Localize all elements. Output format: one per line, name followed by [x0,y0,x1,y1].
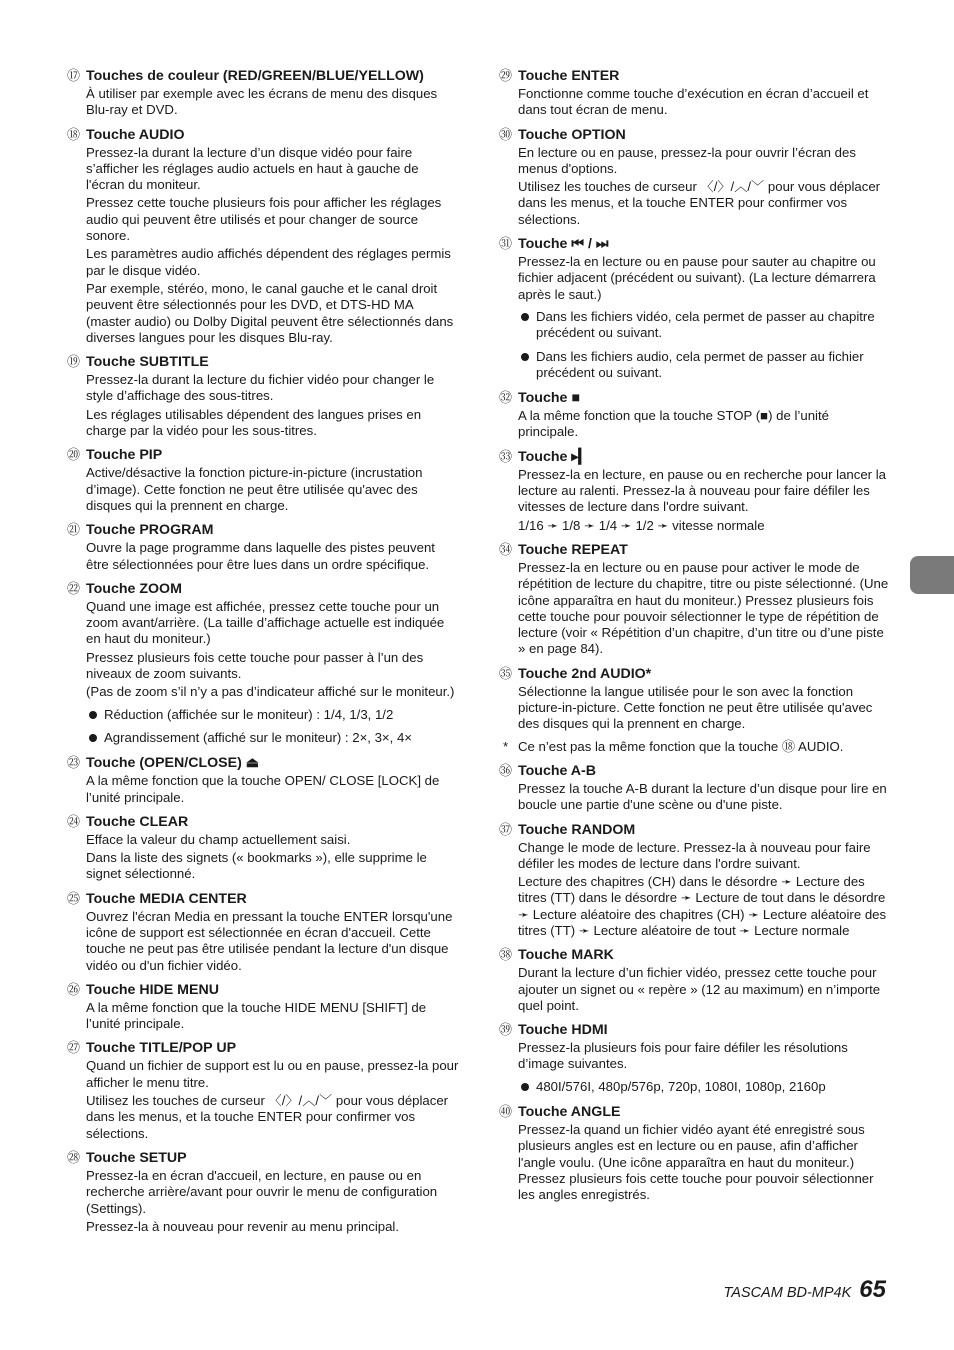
section-number: ㉖ [67,981,81,997]
section-number: ⑱ [67,126,81,142]
section-body [518,408,891,441]
section-body [518,781,891,814]
section-number: ⑲ [67,354,81,370]
section-heading [499,388,891,408]
key-section [499,1020,891,1095]
section-body [518,1040,891,1095]
key-section [67,1148,459,1235]
section-heading [67,66,459,86]
bullet-list [518,1079,891,1095]
key-section [499,820,891,940]
section-heading [67,520,459,540]
paragraph: Quand une image est affichée, pressez cette touche pour un zoom avant/arrière. (La taille d’affichage actuelle est indiquée en haut du moniteur.) [86,598,445,647]
section-title: Touche HDMI [518,1022,608,1039]
section-title: Touche AUDIO [86,126,185,143]
section-number: ㉔ [67,813,81,829]
right-column [499,66,891,1210]
section-heading [67,753,459,773]
section-heading [499,761,891,781]
section-number: ㉘ [67,1149,81,1165]
section-number: ㉚ [499,126,513,142]
section-title: Touche OPTION [518,126,626,143]
section-body [518,145,891,228]
section-title: Touche SETUP [86,1149,187,1166]
key-section [67,579,459,746]
section-title: Touche REPEAT [518,541,628,558]
section-title: Touche A-B [518,762,597,779]
key-section [67,66,459,119]
section-body [86,599,459,746]
paragraph: Pressez-la à nouveau pour revenir au menu principal. [86,1218,400,1234]
bullet-item: 480I/576I, 480p/576p, 720p, 1080I, 1080p, 2160p [518,1079,891,1095]
bullet-item: Réduction (affichée sur le moniteur) : 1/4, 1/3, 1/2 [86,707,459,723]
section-title: Touche ZOOM [86,580,182,597]
bullet-list [518,309,891,381]
paragraph: Les paramètres audio affichés dépendent des réglages permis par le disque vidéo. [86,246,451,278]
section-number: ㊱ [499,762,513,778]
section-title: Touche TITLE/POP UP [86,1040,237,1057]
paragraph: Ouvrez l'écran Media en pressant la touche ENTER lorsqu'une icône de support est sélectionnée en écran d'accueil. Cette touche ne peut pas être utilisée pendant la lecture d'un disque vidéo ou d'un fichier vidéo. [86,908,453,973]
paragraph: (Pas de zoom s’il n’y a pas d’indicateur affiché sur le moniteur.) [86,684,455,700]
section-body [518,254,891,381]
section-body [86,773,459,806]
key-section [67,445,459,514]
footnote [503,738,891,755]
section-body [518,467,891,534]
paragraph: Pressez-la plusieurs fois pour faire défiler les résolutions d’image suivantes. [518,1040,848,1072]
section-heading [499,945,891,965]
section-number: ㉟ [499,665,513,681]
paragraph: Dans la liste des signets (« bookmarks »), elle supprime le signet sélectionné. [86,850,427,882]
section-title: Touche PIP [86,447,163,464]
section-heading [67,352,459,372]
footer-brand: TASCAM BD-MP4K [723,1285,852,1301]
key-section [499,66,891,119]
section-title: Touche CLEAR [86,813,189,830]
paragraph: Durant la lecture d’un fichier vidéo, pressez cette touche pour ajouter un signet ou « repère » (12 au maximum) en n’importe quel point. [518,965,881,1013]
section-body [518,560,891,658]
section-title: Touches de couleur (RED/GREEN/BLUE/YELLOW) [86,68,424,84]
key-section [499,388,891,441]
left-column [67,66,459,1241]
key-section [499,125,891,228]
section-heading [67,980,459,1000]
paragraph: 1/16 ➛ 1/8 ➛ 1/4 ➛ 1/2 ➛ vitesse normale [518,517,765,533]
section-body [518,1122,891,1203]
section-number: ㉒ [67,580,81,596]
paragraph: Sélectionne la langue utilisée pour le son avec la fonction picture-in-picture. Cette fonction ne peut être utilisée qu'avec des disques qui la prennent en charge. [518,683,873,732]
paragraph: Les réglages utilisables dépendent des langues prises en charge par la vidéo pour les sous-titres. [86,406,422,439]
paragraph: Par exemple, stéréo, mono, le canal gauche et le canal droit peuvent être sélectionnés pour les DVD, et DTS-HD MA (master audio) ou Dolby Digital peuvent être sélectionnés dans diverses langues pour les disques Blu-ray. [86,280,454,345]
paragraph: Pressez-la en lecture, en pause ou en recherche pour lancer la lecture au ralenti. Pressez-la à nouveau pour faire défiler les vitesses de lecture dans l'ordre suivant. [518,466,887,515]
section-number: ㉑ [67,522,81,538]
paragraph: À utiliser par exemple avec les écrans de menu des disques Blu-ray et DVD. [86,86,438,118]
section-number: ㉓ [67,755,81,771]
bullet-list [86,707,459,747]
paragraph: Pressez cette touche plusieurs fois pour afficher les réglages audio qui peuvent être utilisés et pour changer de source sonore. [86,195,442,244]
section-heading [67,889,459,909]
section-heading [499,664,891,684]
paragraph: Pressez-la en lecture ou en pause pour activer le mode de répétition de lecture du chapitre, titre ou piste sélectionné. (Une icône apparaîtra en haut du moniteur.) Pressez plusieurs fois cette touche pour pouvoir sélectionner le type de répétition de lecture (voir « Répétition d’un chapitre, d’un titre ou d’une piste » en page 84). [518,559,889,657]
paragraph: Change le mode de lecture. Pressez-la à nouveau pour faire défiler les modes de lecture dans l'ordre suivant. [518,839,871,871]
section-heading [499,820,891,840]
section-title: Touche PROGRAM [86,522,214,539]
paragraph: A la même fonction que la touche STOP (■) de l’unité principale. [518,408,829,440]
paragraph: Pressez-la en lecture ou en pause pour sauter au chapitre ou fichier adjacent (précédent ou suivant). (La lecture démarrera après le saut.) [518,254,876,302]
section-body [518,684,891,733]
section-heading [67,812,459,832]
section-body [86,909,459,974]
section-body [86,1000,459,1033]
paragraph: Fonctionne comme touche d’exécution en écran d’accueil et dans tout écran de menu. [518,86,869,118]
key-section [67,889,459,974]
key-section [67,812,459,883]
bullet-item: Dans les fichiers audio, cela permet de passer au fichier précédent ou suivant. [518,349,891,382]
chapter-tab [910,556,954,594]
section-title: Touche MARK [518,947,614,964]
paragraph: Pressez-la en écran d'accueil, en lecture, en pause ou en recherche arrière/avant pour ouvrir le menu de configuration (Settings). [86,1167,438,1216]
section-heading [67,1148,459,1168]
section-title: Touche (OPEN/CLOSE) ⏏ [86,755,260,772]
paragraph: Ouvre la page programme dans laquelle des pistes peuvent être sélectionnées pour être lues dans un ordre spécifique. [86,540,435,572]
section-number: ㉛ [499,236,513,252]
paragraph: Utilisez les touches de curseur 〈/〉/︿/﹀ pour vous déplacer dans les menus, et la touche ENTER pour confirmer vos sélections. [518,179,881,227]
section-heading [499,540,891,560]
section-body [518,840,891,940]
key-section [67,520,459,573]
section-heading [499,1102,891,1122]
paragraph: A la même fonction que la touche OPEN/ CLOSE [LOCK] de l’unité principale. [86,773,440,805]
key-section [499,1102,891,1203]
key-section [499,234,891,381]
key-section [67,352,459,439]
section-heading [499,234,891,254]
section-body [86,145,459,347]
bullet-item: Agrandissement (affiché sur le moniteur) : 2×, 3×, 4× [86,730,459,746]
section-body [518,965,891,1014]
key-section [67,1038,459,1141]
section-body [86,1058,459,1141]
section-body [86,86,459,119]
key-section [499,761,891,814]
paragraph: Pressez-la quand un fichier vidéo ayant été enregistré sous plusieurs angles est en lecture ou en pause, afin d’afficher l'angle voulu. (Une icône apparaîtra en haut du moniteur.) Pressez plusieurs fois cette touche pour pouvoir sélectionner les angles enregistrés. [518,1122,874,1203]
section-title: Touche SUBTITLE [86,354,209,371]
key-section [67,125,459,347]
section-body [86,1168,459,1235]
section-number: ㉞ [499,541,513,557]
section-title: Touche ENTER [518,68,620,84]
section-number: ㊵ [499,1104,513,1120]
section-title: Touche ⏮ / ⏭ [518,236,609,253]
section-body [86,465,459,514]
footnote-text: Ce n’est pas la même fonction que la touche ⑱ AUDIO. [518,738,844,754]
section-title: Touche ANGLE [518,1104,621,1121]
key-section [67,753,459,806]
section-heading [499,125,891,145]
paragraph: Pressez plusieurs fois cette touche pour passer à l’un des niveaux de zoom suivants. [86,649,424,682]
bullet-item: Dans les fichiers vidéo, cela permet de passer au chapitre précédent ou suivant. [518,309,891,342]
page-footer [723,1276,886,1304]
section-number: ⑰ [67,68,81,83]
paragraph: Pressez-la durant la lecture du fichier vidéo pour changer le style d’affichage des sous-titres. [86,372,435,404]
section-heading [499,1020,891,1040]
section-heading [67,445,459,465]
paragraph: Pressez-la durant la lecture d’un disque vidéo pour faire s’afficher les réglages audio actuels en haut à gauche de l'écran du moniteur. [86,144,419,193]
section-body [86,540,459,573]
section-title: Touche RANDOM [518,821,636,838]
page-number: 65 [859,1276,886,1303]
section-heading [499,447,891,467]
section-number: ㉗ [67,1040,81,1056]
section-number: ㊳ [499,947,513,963]
section-number: ㊲ [499,821,513,837]
section-body [86,372,459,439]
paragraph: Pressez la touche A-B durant la lecture d’un disque pour lire en boucle une partie d'une scène ou d'une piste. [518,780,887,813]
section-title: Touche ▸▎ [518,448,590,465]
paragraph: Utilisez les touches de curseur 〈/〉/︿/﹀ pour vous déplacer dans les menus, et la touche ENTER pour confirmer vos sélections. [86,1093,449,1141]
footnote-marker: * [503,738,509,754]
key-section [67,980,459,1033]
section-heading [67,579,459,599]
section-number: ㉙ [499,68,513,83]
section-title: Touche 2nd AUDIO* [518,665,652,682]
paragraph: Lecture des chapitres (CH) dans le désordre ➛ Lecture des titres (TT) dans le désordre ➛ Lecture de tout dans le désordre ➛ Lecture aléatoire des chapitres (CH) ➛ Lecture aléatoire des titres (TT) ➛ Lecture aléatoire de tout ➛ Lecture normale [518,874,887,938]
section-heading [67,125,459,145]
key-section [499,664,891,733]
paragraph: Quand un fichier de support est lu ou en pause, pressez-la pour afficher le menu titre. [86,1058,459,1090]
key-section [499,945,891,1014]
section-title: Touche MEDIA CENTER [86,890,247,907]
section-number: ㉕ [67,890,81,906]
section-number: ㉝ [499,448,513,464]
section-heading [67,1038,459,1058]
section-number: ⑳ [67,447,81,463]
section-title: Touche ■ [518,390,580,407]
key-section [499,540,891,658]
key-section [499,447,891,534]
paragraph: Active/désactive la fonction picture-in-picture (incrustation d’image). Cette fonction ne peut être utilisée qu'avec des disques qui la prennent en charge. [86,465,423,513]
section-body [518,86,891,119]
paragraph: A la même fonction que la touche HIDE MENU [SHIFT] de l’unité principale. [86,999,427,1032]
paragraph: En lecture ou en pause, pressez-la pour ouvrir l’écran des menus d'options. [518,144,856,176]
section-title: Touche HIDE MENU [86,981,219,998]
section-body [86,832,459,883]
section-number: ㊴ [499,1022,513,1038]
section-heading [499,66,891,86]
paragraph: Efface la valeur du champ actuellement saisi. [86,831,351,847]
section-number: ㉜ [499,390,513,406]
